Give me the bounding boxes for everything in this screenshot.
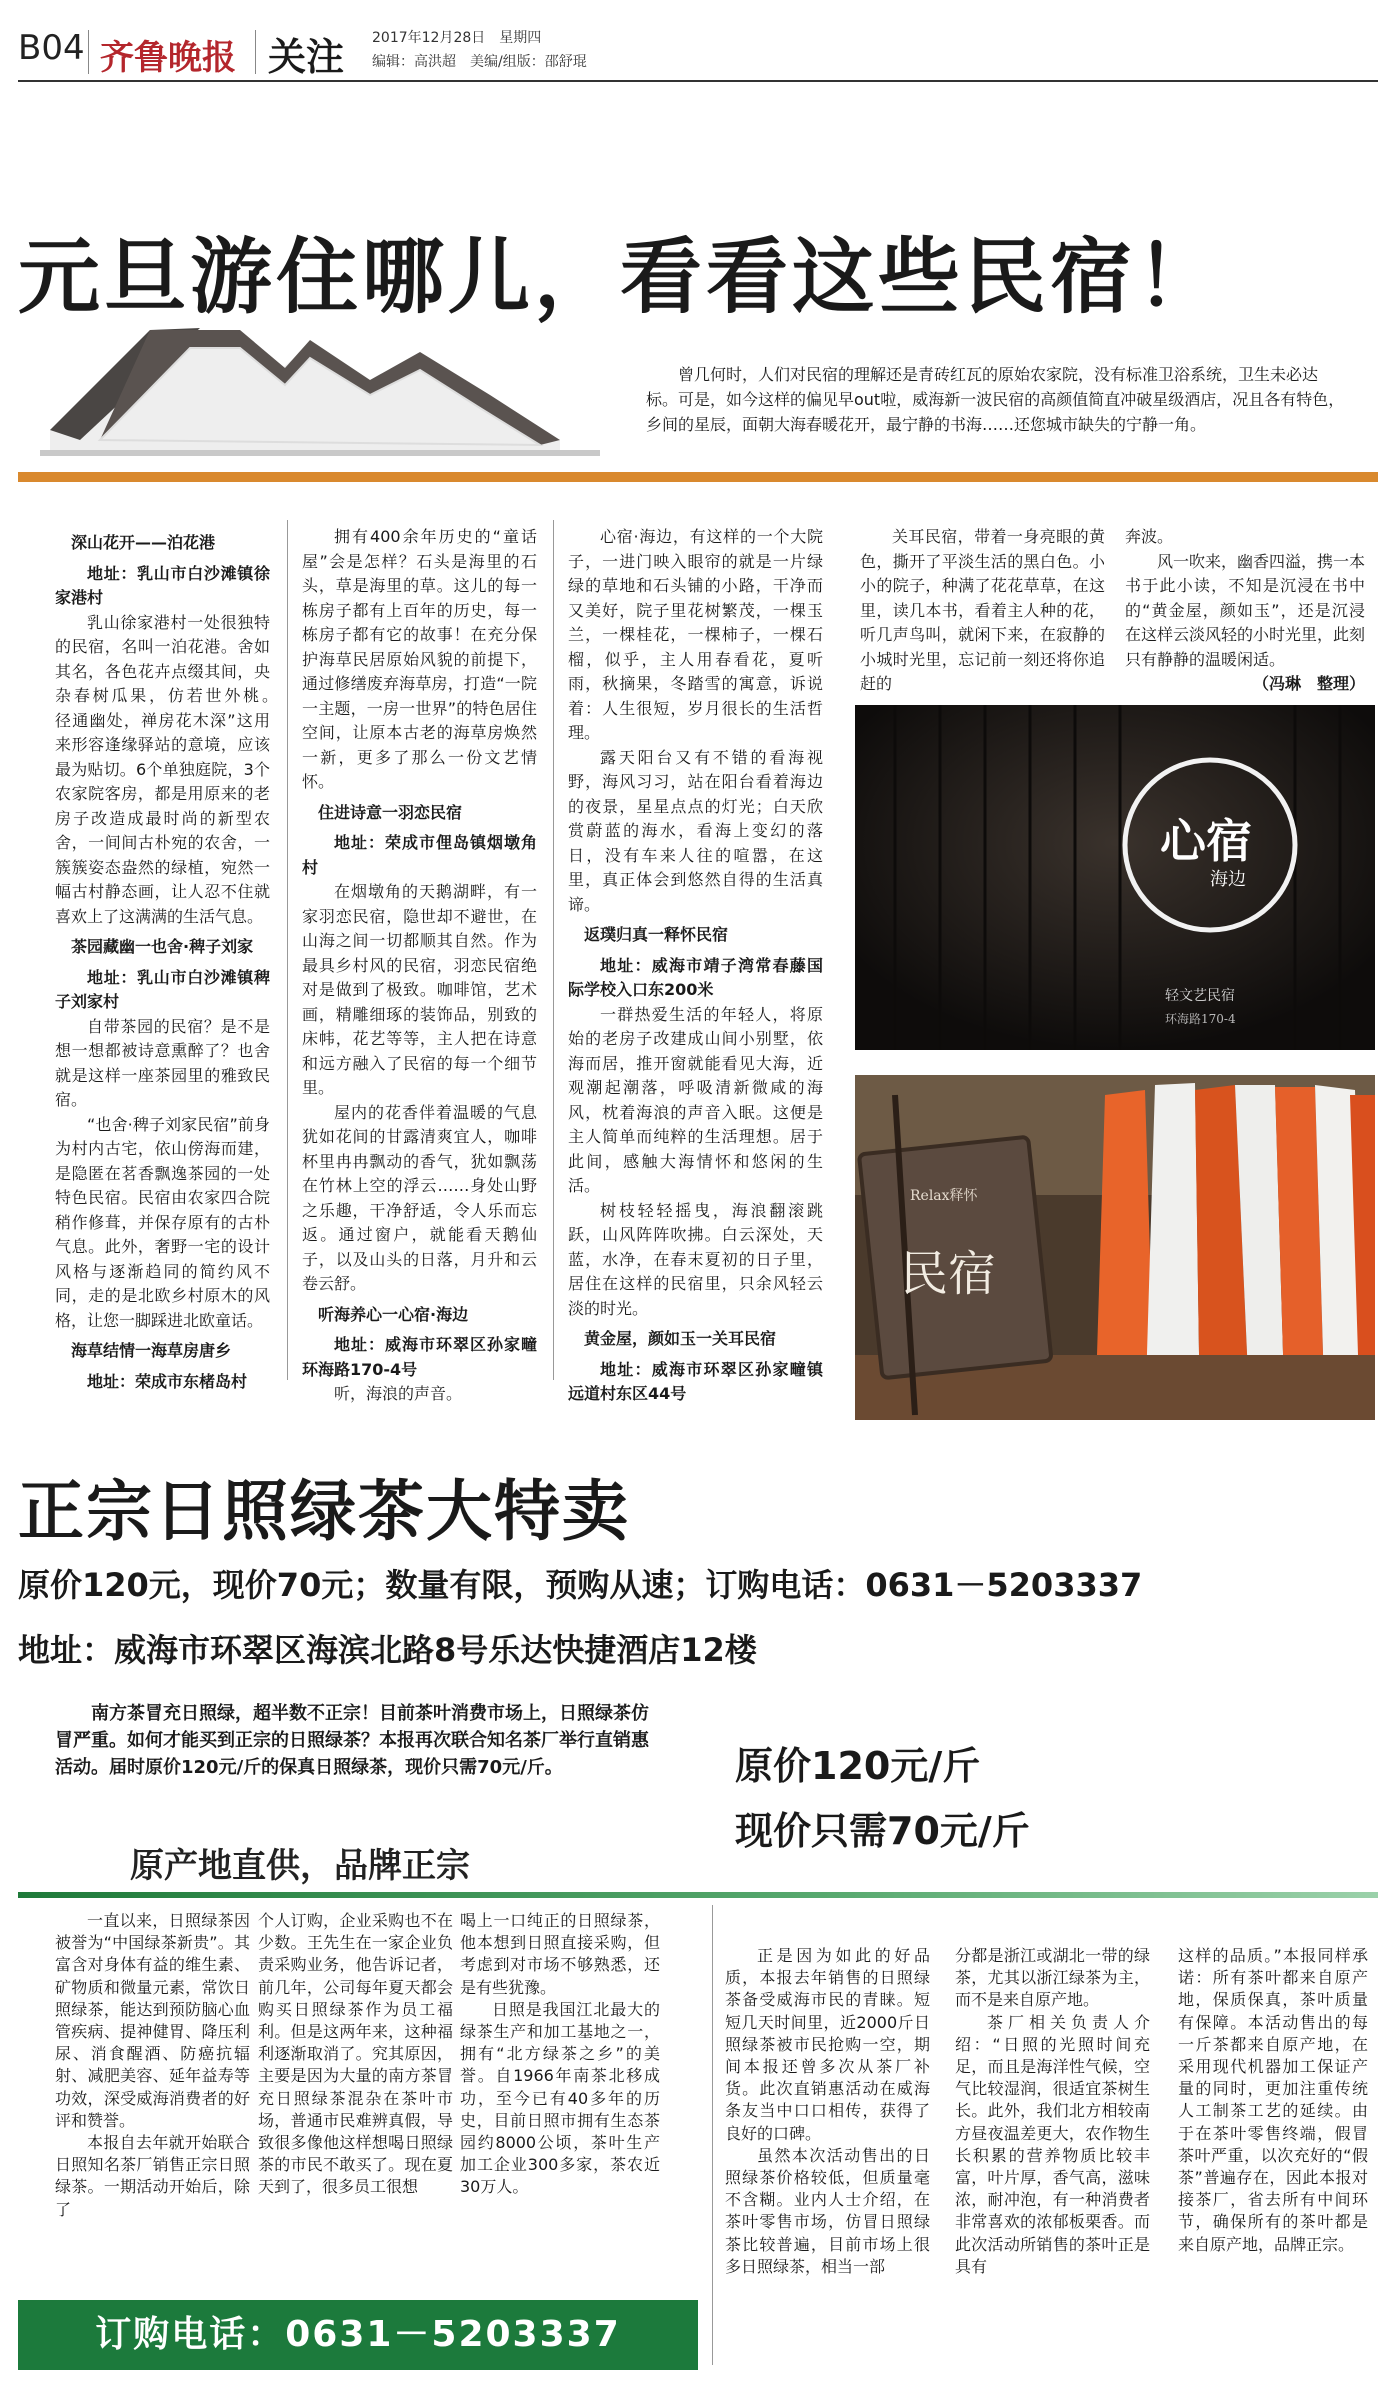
roof-illustration (40, 300, 600, 470)
address: 地址：乳山市白沙滩镇徐家港村 (55, 563, 270, 607)
header-meta (372, 26, 587, 74)
paragraph: “也舍·稗子刘家民宿”前身为村内古宅，依山傍海而建，是隐匿在茗香飘逸茶园的一处特色民宿。民宿由农家四合院稍作修葺，并保存原有的古朴气息。此外，奢野一宅的设计风格与逐渐趋同的简约风不同，走的是北欧乡村原木的风格，让您一脚踩进北欧童话。 (55, 1114, 270, 1330)
subhead: 听海养心一心宿·海边 (318, 1304, 469, 1324)
ad-column-4 (725, 1945, 930, 2278)
address: 地址：威海市环翠区孙家疃镇远道村东区44号 (568, 1359, 823, 1403)
column-rule (553, 520, 554, 1380)
ad-column-3 (460, 1910, 660, 2199)
paragraph: 听，海浪的声音。 (334, 1384, 463, 1403)
paragraph: 树枝轻轻摇曳，海浪翻滚跳跃，山风阵阵吹拂。白云深处，天蓝，水净，在春末夏初的日子里，居住在这样的民宿里，只余风轻云淡的时光。 (568, 1200, 823, 1318)
date-line: 2017年12月28日 星期四 (372, 30, 542, 46)
newspaper-logo: 齐鲁晚报 (100, 38, 236, 78)
sign-address: 环海路170-4 (1165, 1012, 1236, 1026)
orange-rule (18, 472, 1378, 482)
paragraph: 乳山徐家港村一处很独特的民宿，名叫一泊花港。舍如其名，各色花卉点缀其间，央杂春树瓜果，仿若世外桃。 径通幽处，禅房花木深”这用来形容逢缘驿站的意境，应该最为贴切。6个单独庭院，3个农家院客房，都是用原来的老房子改造成最时尚的新型农舍，一间间古朴宛的农舍，一簇簇姿态盎然的绿植，宛然一幅古村静态画，让人忍不住就喜欢上了这满满的生活气息。 (55, 612, 287, 926)
ad-subhead: 原产地直供，品牌正宗 (130, 1846, 470, 1886)
article-column-4 (860, 525, 1105, 697)
address: 地址：乳山市白沙滩镇稗子刘家村 (55, 967, 270, 1011)
paragraph: 屋内的花香伴着温暖的气息犹如花间的甘露清爽宜人，咖啡杯里冉冉飘动的香气，犹如飘荡在竹林上空的浮云……身处山野之乐趣，干净舒适，令人乐而忘返。通过窗户，就能看天鹅仙子，以及山头的日落，月升和云卷云舒。 (302, 1102, 537, 1293)
paragraph: 心宿·海边，有这样的一个大院子，一进门映入眼帘的就是一片绿绿的草地和石头铺的小路，干净而又美好，院子里花树繁茂，一棵玉兰，一棵桂花，一棵柿子，一棵石榴，似乎，主人用春看花，夏听雨，秋摘果，冬踏雪的寓意，诉说着：人生很短，岁月很长的生活哲理。 (568, 527, 823, 742)
column-rule (712, 1905, 713, 2365)
current-price: 现价只需70元/斤 (735, 1809, 1030, 1853)
ad-address-line: 地址：威海市环翠区海滨北路8号乐达快捷酒店12楼 (18, 1631, 757, 1669)
paragraph: 分都是浙江或湖北一带的绿茶，尤其以浙江绿茶为主，而不是来自原产地。 (955, 1946, 1150, 2010)
subhead: 黄金屋，颜如玉一关耳民宿 (584, 1329, 777, 1348)
photo-minsu-umbrellas (855, 1075, 1375, 1420)
article-intro: 曾几何时，人们对民宿的理解还是青砖红瓦的原始农家院，没有标准卫浴系统，卫生未必达标。可是，如今这样的偏见早out啦，威海新一波民宿的高颜值简直冲破星级酒店，况且各有特色，乡间的星辰，面朝大海春暖花开，最宁静的书海……还您城市缺失的宁静一角。 (646, 365, 1345, 434)
paragraph: 在烟墩角的天鹅湖畔，有一家羽恋民宿，隐世却不避世，在山海之间一切都顺其自然。作为最具乡村风的民宿，羽恋民宿绝对是做到了极致。咖啡馆，艺术画，精雕细琢的装饰品，别致的床帏，花艺等等，主人把在诗意和远方融入了民宿的每一个细节里。 (302, 882, 537, 1097)
subhead: 住进诗意一羽恋民宿 (318, 802, 463, 822)
paragraph: 个人订购，企业采购也不在少数。王先生在一家企业负责采购业务，他告诉记者，前几年，公司每年夏天都会购买日照绿茶作为员工福利。但是这两年来，这种福利逐渐取消了。究其原因，主要是因为大量的南方茶冒充日照绿茶混杂在茶叶市场，普通市民难辨真假，导致很多像他这样想喝日照绿茶的市民不敢买了。现在夏天到了，很多员工很想 (258, 1911, 453, 2197)
subhead: 返璞归真一释怀民宿 (584, 925, 729, 944)
original-price: 原价120元/斤 (735, 1744, 981, 1788)
paragraph: 一群热爱生活的年轻人，将原始的老房子改建成山间小别墅，依海而居，推开窗就能看见大海，近观潮起潮落，呼吸清新微咸的海风，枕着海浪的声音入眠。这便是主人简单而纯粹的生活理想。居于此间，感触大海情怀和悠闲的生活。 (568, 1004, 823, 1195)
credit: （冯琳 整理） (1252, 674, 1365, 693)
ad-column-2 (258, 1910, 453, 2199)
paragraph: 关耳民宿，带着一身亮眼的黄色，撕开了平淡生活的黑白色。小小的院子，种满了花花草草，在这里，读几本书，看着主人种的花，听几声鸟叫，就闲下来，在寂静的小城时光里，忘记前一刻还将你追赶的 (860, 527, 1105, 693)
editors-line: 编辑：高洪超 美编/组版：邵舒琨 (372, 54, 587, 70)
header-divider (88, 30, 89, 74)
paragraph: 露天阳台又有不错的看海视野，海风习习，站在阳台看着海边的夜景，星星点点的灯光；白天欣赏蔚蓝的海水，看海上变幻的落日，没有车来人往的喧嚣，在这里，真正体会到悠然自得的生活真谛。 (568, 747, 823, 914)
sign-brand: Relax释怀 (910, 1188, 978, 1204)
header-rule (18, 80, 1378, 82)
paragraph: 拥有400余年历史的“童话屋”会是怎样？石头是海里的石头，草是海里的草。这儿的每一栋房子都有上百年的历史，每一栋房子都有它的故事！在充分保护海草民居原始风貌的前提下，通过修缮废弃海草房，打造“一院一主题，一房一世界”的特色居住空间，让原本古老的海草房焕然一新，更多了那么一份文艺情怀。 (302, 527, 537, 791)
ad-column-6 (1178, 1945, 1368, 2256)
header-divider (255, 30, 256, 74)
paragraph: 这样的品质。”本报同样承诺：所有茶叶都来自原产地，保质保真，茶叶质量有保障。本活动售出的每一斤茶都来自原产地，在采用现代机器加工保证产量的同时，更加注重传统人工制茶工艺的延续。由于在茶叶零售终端，假冒茶叶严重，以次充好的“假茶”普遍存在，因此本报对接茶厂，省去所有中间环节，确保所有的茶叶都是来自原产地，品牌正宗。 (1178, 1946, 1368, 2254)
photo-xinsu-sign (855, 705, 1375, 1050)
green-rule (18, 1892, 1378, 1898)
subhead: 深山花开——泊花港 (71, 533, 216, 552)
sign-text: 轻文艺民宿 (1165, 988, 1235, 1004)
paragraph: 虽然本次活动售出的日照绿茶价格较低，但质量毫不含糊。业内人士介绍，在茶叶零售市场，仿冒日照绿茶比较普遍，目前市场上很多日照绿茶，相当一部 (725, 2145, 930, 2276)
sign-logo-sub: 海边 (1210, 869, 1246, 890)
paragraph: 一直以来，日照绿茶因被誉为“中国绿茶新贵”。其富含对身体有益的维生素、矿物质和微量元素，常饮日照绿茶，能达到预防脑心血管疾病、提神健胃、降压利尿、消食醒酒、防癌抗辐射、减肥美容、延年益寿等功效，深受威海消费者的好评和赞誉。 (55, 1911, 250, 2130)
sign-logo-main: 心宿 (1160, 814, 1252, 868)
paragraph: 本报自去年就开始联合日照知名茶厂销售正宗日照绿茶。一期活动开始后，除了 (55, 2133, 250, 2219)
paragraph: 正是因为如此的好品质，本报去年销售的日照绿茶备受威海市民的青睐。短短几天时间里，近2000斤日照绿茶被市民抢购一空，期间本报还曾多次从茶厂补货。此次直销惠活动在威海条友当中口口相传，获得了良好的口碑。 (725, 1946, 930, 2143)
paragraph: 奔波。 (1125, 527, 1174, 546)
paragraph: 自带茶园的民宿？是不是想一想都被诗意熏醉了？也舍就是这样一座茶园里的雅致民宿。 (55, 1016, 270, 1109)
column-rule (287, 520, 288, 1380)
page-number: B04 (18, 28, 85, 68)
ad-intro: 南方茶冒充日照绿，超半数不正宗！目前茶叶消费市场上，日照绿茶仿冒严重。如何才能买到正宗的日照绿茶？本报再次联合知名茶厂举行直销惠活动。届时原价120元/斤的保真日照绿茶，现价只需70元/斤。 (55, 1703, 649, 1778)
address: 地址：荣成市俚岛镇烟墩角村 (302, 833, 537, 877)
photo-wood-wall (855, 705, 1375, 1050)
paragraph: 茶厂相关负责人介绍：“日照的光照时间充足，而且是海洋性气候，空气比较湿润，很适宜茶树生长。此外，我们北方相较南方昼夜温差更大，农作物生长积累的营养物质比较丰富，叶片厚，香气高，滋味浓，耐冲泡，有一种消费者非常喜欢的浓郁板栗香。而此次活动所销售的茶叶正是具有 (955, 2012, 1150, 2276)
sign-main: 民宿 (900, 1246, 997, 1302)
ad-title: 正宗日照绿茶大特卖 (18, 1473, 630, 1550)
ad-price-line: 原价120元，现价70元；数量有限，预购从速；订购电话：0631－5203337 (18, 1566, 1143, 1604)
page-headline: 元旦游住哪儿，看看这些民宿！ (18, 230, 1223, 325)
subhead: 海草结情一海草房唐乡 (71, 1341, 232, 1360)
ad-column-5 (955, 1945, 1150, 2278)
address: 地址：威海市靖子湾常春藤国际学校入口东200米 (568, 955, 823, 999)
article-column-5 (1125, 525, 1365, 697)
subhead: 茶园藏幽一也舍·稗子刘家 (71, 937, 254, 956)
address: 地址：威海市环翠区孙家疃环海路170-4号 (302, 1335, 537, 1379)
address: 地址：荣成市东楮岛村 (87, 1371, 248, 1391)
paragraph: 喝上一口纯正的日照绿茶，他本想到日照直接采购，但考虑到对市场不够熟悉，还是有些犹豫。 (460, 1911, 660, 1997)
order-phone-bar: 订购电话：0631－5203337 (18, 2300, 698, 2370)
ad-column-1 (55, 1910, 250, 2221)
article-column-1 (55, 525, 287, 1394)
article-column-3 (568, 525, 823, 1407)
paragraph: 日照是我国江北最大的绿茶生产和加工基地之一，拥有“北方绿茶之乡”的美誉。自1966年南茶北移成功，至今已有40多年的历史，目前日照市拥有生态茶园约8000公顷，茶叶生产加工企业300多家，茶农近30万人。 (460, 1999, 660, 2197)
article-column-2 (302, 525, 537, 1407)
paragraph: 风一吹来，幽香四溢，携一本书于此小读，不知是沉浸在书中的“黄金屋，颜如玉”，还是沉浸在这样云淡风轻的小时光里，此刻只有静静的温暖闲适。 (1125, 551, 1366, 669)
section-name: 关注 (268, 35, 345, 79)
